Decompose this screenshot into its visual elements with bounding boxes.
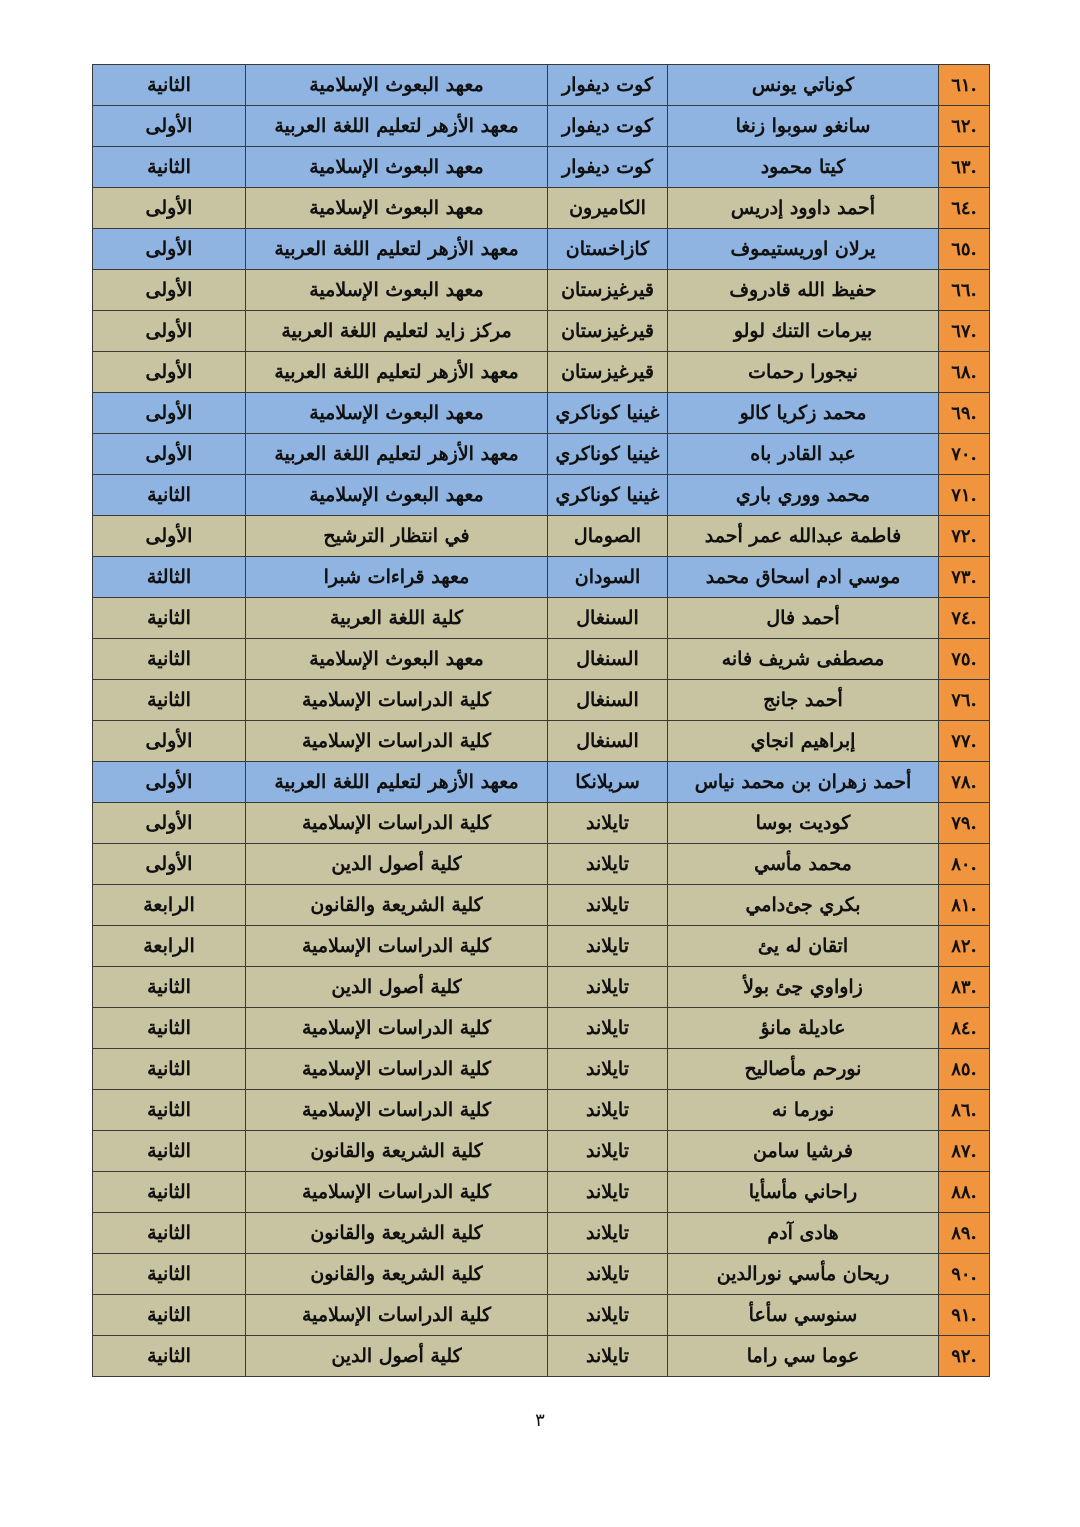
table-row xyxy=(93,229,990,270)
student-country: تايلاند xyxy=(548,1172,668,1213)
student-institute: كلية الشريعة والقانون xyxy=(246,1254,548,1295)
row-number: .٧٦ xyxy=(939,680,990,721)
student-name: فاطمة عبدالله عمر أحمد xyxy=(668,516,939,557)
row-number: .٦١ xyxy=(939,65,990,106)
student-level: الثانية xyxy=(93,1090,246,1131)
row-number: .٧٩ xyxy=(939,803,990,844)
student-institute: معهد الأزهر لتعليم اللغة العربية xyxy=(246,229,548,270)
student-institute: كلية الدراسات الإسلامية xyxy=(246,1008,548,1049)
row-number: .٨٧ xyxy=(939,1131,990,1172)
student-level: الأولى xyxy=(93,844,246,885)
student-institute: في انتظار الترشيح xyxy=(246,516,548,557)
student-level: الأولى xyxy=(93,721,246,762)
student-country: كوت ديفوار xyxy=(548,106,668,147)
student-level: الثانية xyxy=(93,1213,246,1254)
student-name: حفيظ الله قادروف xyxy=(668,270,939,311)
student-institute: كلية أصول الدين xyxy=(246,1336,548,1377)
student-institute: معهد البعوث الإسلامية xyxy=(246,147,548,188)
student-institute: معهد قراءات شبرا xyxy=(246,557,548,598)
student-institute: معهد الأزهر لتعليم اللغة العربية xyxy=(246,352,548,393)
student-level: الأولى xyxy=(93,229,246,270)
table-row xyxy=(93,803,990,844)
row-number: .٨٩ xyxy=(939,1213,990,1254)
table-row xyxy=(93,1008,990,1049)
row-number: .٨٢ xyxy=(939,926,990,967)
table-row xyxy=(93,65,990,106)
table-row xyxy=(93,557,990,598)
row-number: .٧٤ xyxy=(939,598,990,639)
student-institute: كلية الدراسات الإسلامية xyxy=(246,803,548,844)
table-row xyxy=(93,1131,990,1172)
student-level: الثانية xyxy=(93,1336,246,1377)
student-level: الأولى xyxy=(93,106,246,147)
table-row xyxy=(93,188,990,229)
row-number: .٦٧ xyxy=(939,311,990,352)
student-level: الأولى xyxy=(93,352,246,393)
student-institute: معهد البعوث الإسلامية xyxy=(246,475,548,516)
student-level: الأولى xyxy=(93,762,246,803)
table-row xyxy=(93,639,990,680)
student-country: قيرغيزستان xyxy=(548,311,668,352)
row-number: .٩٢ xyxy=(939,1336,990,1377)
table-row xyxy=(93,1336,990,1377)
students-table xyxy=(92,64,990,1377)
row-number: .٦٥ xyxy=(939,229,990,270)
row-number: .٦٢ xyxy=(939,106,990,147)
student-country: تايلاند xyxy=(548,803,668,844)
row-number: .٦٤ xyxy=(939,188,990,229)
student-level: الثانية xyxy=(93,1295,246,1336)
student-name: محمد زكريا كالو xyxy=(668,393,939,434)
student-name: محمد مأسي xyxy=(668,844,939,885)
student-level: الثالثة xyxy=(93,557,246,598)
student-country: تايلاند xyxy=(548,1131,668,1172)
student-institute: معهد البعوث الإسلامية xyxy=(246,65,548,106)
student-country: غينيا كوناكري xyxy=(548,434,668,475)
student-name: نيجورا رحمات xyxy=(668,352,939,393)
row-number: .٨٤ xyxy=(939,1008,990,1049)
student-institute: كلية الشريعة والقانون xyxy=(246,885,548,926)
student-level: الثانية xyxy=(93,967,246,1008)
student-name: مصطفى شريف فانه xyxy=(668,639,939,680)
table-row xyxy=(93,680,990,721)
student-country: تايلاند xyxy=(548,1090,668,1131)
student-name: اتقان له يئ xyxy=(668,926,939,967)
student-name: عوما سي راما xyxy=(668,1336,939,1377)
student-institute: معهد البعوث الإسلامية xyxy=(246,270,548,311)
row-number: .٩٠ xyxy=(939,1254,990,1295)
student-institute: كلية أصول الدين xyxy=(246,844,548,885)
student-name: أحمد جانج xyxy=(668,680,939,721)
student-country: السنغال xyxy=(548,680,668,721)
student-country: السودان xyxy=(548,557,668,598)
row-number: .٨٦ xyxy=(939,1090,990,1131)
table-row xyxy=(93,352,990,393)
row-number: .٦٦ xyxy=(939,270,990,311)
student-institute: كلية الدراسات الإسلامية xyxy=(246,680,548,721)
student-institute: معهد البعوث الإسلامية xyxy=(246,393,548,434)
student-level: الثانية xyxy=(93,1008,246,1049)
student-country: تايلاند xyxy=(548,1295,668,1336)
table-row xyxy=(93,1295,990,1336)
student-level: الأولى xyxy=(93,311,246,352)
table-row xyxy=(93,1049,990,1090)
student-level: الثانية xyxy=(93,1049,246,1090)
table-row xyxy=(93,885,990,926)
row-number: .٨٠ xyxy=(939,844,990,885)
student-level: الثانية xyxy=(93,65,246,106)
row-number: .٨٣ xyxy=(939,967,990,1008)
student-name: كيتا محمود xyxy=(668,147,939,188)
student-level: الثانية xyxy=(93,680,246,721)
table-row xyxy=(93,1090,990,1131)
student-country: قيرغيزستان xyxy=(548,352,668,393)
student-institute: كلية أصول الدين xyxy=(246,967,548,1008)
student-country: تايلاند xyxy=(548,1008,668,1049)
row-number: .٨٥ xyxy=(939,1049,990,1090)
student-country: كازاخستان xyxy=(548,229,668,270)
student-name: نورما نه xyxy=(668,1090,939,1131)
student-name: إبراهيم انجاي xyxy=(668,721,939,762)
student-name: موسي ادم اسحاق محمد xyxy=(668,557,939,598)
student-level: الأولى xyxy=(93,393,246,434)
row-number: .٨٨ xyxy=(939,1172,990,1213)
student-level: الثانية xyxy=(93,1131,246,1172)
student-name: بكري جئ‌دامي xyxy=(668,885,939,926)
student-level: الثانية xyxy=(93,147,246,188)
table-row xyxy=(93,762,990,803)
student-level: الثانية xyxy=(93,475,246,516)
row-number: .٧٠ xyxy=(939,434,990,475)
student-name: كوديت بوسا xyxy=(668,803,939,844)
student-institute: كلية الدراسات الإسلامية xyxy=(246,926,548,967)
student-country: تايلاند xyxy=(548,1336,668,1377)
student-level: الثانية xyxy=(93,1172,246,1213)
student-institute: معهد الأزهر لتعليم اللغة العربية xyxy=(246,762,548,803)
student-institute: معهد الأزهر لتعليم اللغة العربية xyxy=(246,434,548,475)
table-row xyxy=(93,516,990,557)
student-country: تايلاند xyxy=(548,1213,668,1254)
table-row xyxy=(93,721,990,762)
student-name: عبد القادر باه xyxy=(668,434,939,475)
student-country: غينيا كوناكري xyxy=(548,475,668,516)
table-row xyxy=(93,270,990,311)
student-country: السنغال xyxy=(548,598,668,639)
student-country: تايلاند xyxy=(548,926,668,967)
table-row xyxy=(93,106,990,147)
student-institute: مركز زايد لتعليم اللغة العربية xyxy=(246,311,548,352)
student-name: كوناتي يونس xyxy=(668,65,939,106)
student-name: محمد ووري باري xyxy=(668,475,939,516)
row-number: .٦٣ xyxy=(939,147,990,188)
page-number: ٣ xyxy=(535,1410,545,1431)
row-number: .٩١ xyxy=(939,1295,990,1336)
student-institute: معهد البعوث الإسلامية xyxy=(246,639,548,680)
row-number: .٧٣ xyxy=(939,557,990,598)
student-level: الأولى xyxy=(93,434,246,475)
student-country: كوت ديفوار xyxy=(548,147,668,188)
student-name: نورحم مأصاليح xyxy=(668,1049,939,1090)
student-country: تايلاند xyxy=(548,844,668,885)
student-name: أحمد داوود إدريس xyxy=(668,188,939,229)
table-row xyxy=(93,598,990,639)
student-name: راحاني مأسأيا xyxy=(668,1172,939,1213)
student-country: غينيا كوناكري xyxy=(548,393,668,434)
student-country: تايلاند xyxy=(548,967,668,1008)
student-country: قيرغيزستان xyxy=(548,270,668,311)
student-level: الأولى xyxy=(93,270,246,311)
student-level: الرابعة xyxy=(93,926,246,967)
student-level: الأولى xyxy=(93,188,246,229)
student-country: السنغال xyxy=(548,721,668,762)
row-number: .٦٨ xyxy=(939,352,990,393)
student-name: سنوسي سأعأ xyxy=(668,1295,939,1336)
student-country: كوت ديفوار xyxy=(548,65,668,106)
student-institute: كلية الدراسات الإسلامية xyxy=(246,721,548,762)
student-level: الرابعة xyxy=(93,885,246,926)
student-name: سانغو سوبوا زنغا xyxy=(668,106,939,147)
student-institute: كلية الدراسات الإسلامية xyxy=(246,1295,548,1336)
student-institute: كلية الدراسات الإسلامية xyxy=(246,1172,548,1213)
table-row xyxy=(93,393,990,434)
student-level: الثانية xyxy=(93,1254,246,1295)
student-country: الكاميرون xyxy=(548,188,668,229)
student-country: تايلاند xyxy=(548,1254,668,1295)
student-country: تايلاند xyxy=(548,885,668,926)
student-name: فرشيا سامن xyxy=(668,1131,939,1172)
table-row xyxy=(93,434,990,475)
student-name: أحمد زهران بن محمد نياس xyxy=(668,762,939,803)
table-row xyxy=(93,926,990,967)
student-name: ريحان مأسي نورالدين xyxy=(668,1254,939,1295)
table-row xyxy=(93,1213,990,1254)
student-level: الأولى xyxy=(93,516,246,557)
student-level: الأولى xyxy=(93,803,246,844)
student-institute: معهد الأزهر لتعليم اللغة العربية xyxy=(246,106,548,147)
student-name: هادى آدم xyxy=(668,1213,939,1254)
table-row xyxy=(93,147,990,188)
student-name: بيرمات التنك لولو xyxy=(668,311,939,352)
student-level: الثانية xyxy=(93,639,246,680)
student-country: السنغال xyxy=(548,639,668,680)
table-row xyxy=(93,844,990,885)
row-number: .٧٧ xyxy=(939,721,990,762)
student-country: الصومال xyxy=(548,516,668,557)
student-country: سريلانكا xyxy=(548,762,668,803)
student-name: أحمد فال xyxy=(668,598,939,639)
table-row xyxy=(93,1172,990,1213)
student-institute: كلية الدراسات الإسلامية xyxy=(246,1049,548,1090)
students-table-body xyxy=(93,65,990,1377)
student-institute: معهد البعوث الإسلامية xyxy=(246,188,548,229)
student-name: يرلان اوريستيموف xyxy=(668,229,939,270)
student-institute: كلية الشريعة والقانون xyxy=(246,1213,548,1254)
table-row xyxy=(93,475,990,516)
table-row xyxy=(93,311,990,352)
table-row xyxy=(93,1254,990,1295)
student-institute: كلية اللغة العربية xyxy=(246,598,548,639)
row-number: .٧٥ xyxy=(939,639,990,680)
row-number: .٧١ xyxy=(939,475,990,516)
student-country: تايلاند xyxy=(548,1049,668,1090)
row-number: .٨١ xyxy=(939,885,990,926)
table-row xyxy=(93,967,990,1008)
row-number: .٦٩ xyxy=(939,393,990,434)
row-number: .٧٢ xyxy=(939,516,990,557)
student-name: عاديلة مانؤ xyxy=(668,1008,939,1049)
student-institute: كلية الشريعة والقانون xyxy=(246,1131,548,1172)
student-level: الثانية xyxy=(93,598,246,639)
student-institute: كلية الدراسات الإسلامية xyxy=(246,1090,548,1131)
student-name: زاواوي ڃئ بولأ xyxy=(668,967,939,1008)
row-number: .٧٨ xyxy=(939,762,990,803)
